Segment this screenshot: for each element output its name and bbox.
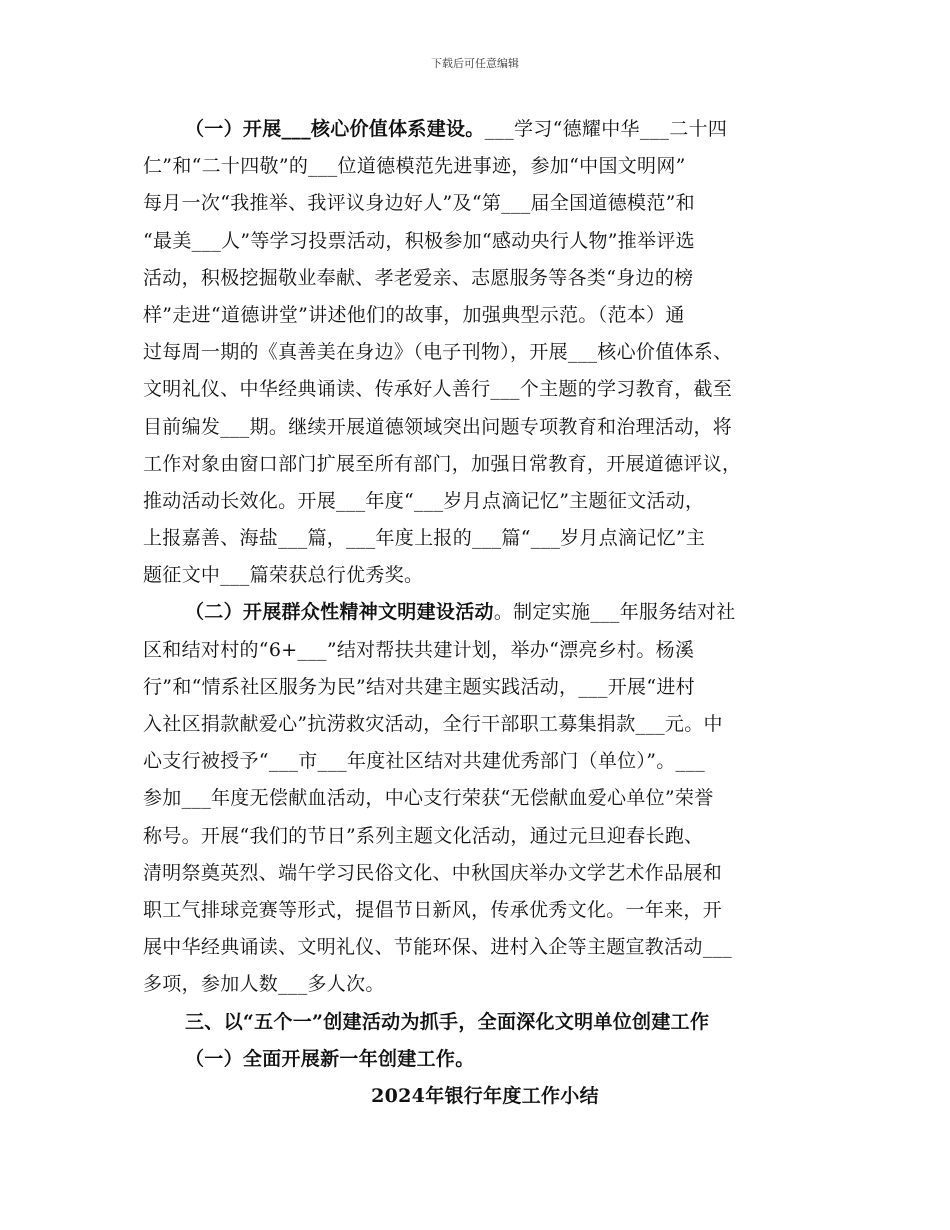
para1-line: 每月一次“我推举、我评议身边好人”及“第___届全国道德模范”和 — [143, 192, 695, 215]
para2-line: 职工气排球竞赛等形式，提倡节日新风，传承优秀文化。一年来，开 — [143, 898, 723, 921]
para2-line: 入社区捐款献爱心”抗涝救灾活动，全行干部职工募集捐款___元。中 — [143, 713, 723, 735]
para1-line: 活动，积极挖掘敬业奉献、孝老爱亲、志愿服务等各类“身边的榜 — [143, 266, 694, 289]
para1-line: 上报嘉善、海盐___篇，___年度上报的___篇“___岁月点滴记忆”主 — [143, 527, 706, 550]
para1-line: 工作对象由窗口部门扩展至所有部门，加强日常教育，开展道德评议， — [143, 452, 742, 475]
para2-line: 展中华经典诵读、文明礼仪、节能环保、进村入企等主题宣教活动___ — [143, 936, 733, 959]
para1-line: 仁”和“二十四敬”的___位道德模范先进事迹，参加“中国文明网” — [143, 155, 686, 178]
para1-line: 样”走进“道德讲堂”讲述他们的故事，加强典型示范。（范本）通 — [143, 303, 685, 326]
para2-line: 行”和“情系社区服务为民”结对共建主题实践活动，___开展“进村 — [143, 675, 695, 698]
para2-line: 区和结对村的“6+___”结对帮扶共建计划，举办“漂亮乡村。杨溪 — [143, 638, 695, 661]
para1-line-1 — [143, 111, 813, 148]
section-3-heading: 三、以“五个一”创建活动为抓手，全面深化文明单位创建工作 — [185, 1010, 710, 1033]
para2-line: 心支行被授予“___市___年度社区结对共建优秀部门（单位）”。___ — [143, 750, 705, 773]
para1-line: “最美___人”等学习投票活动，积极参加“感动央行人物”推举评选 — [143, 229, 695, 252]
section-3-subheading: （一）全面开展新一年创建工作。 — [185, 1047, 475, 1070]
para2-heading: （二）开展群众性精神文明建设活动 — [185, 601, 494, 624]
para2-line: 多项，参加人数___多人次。 — [143, 973, 385, 996]
document-title: 2024年银行年度工作小结 — [371, 1084, 599, 1107]
para2-line: 清明祭奠英烈、端午学习民俗文化、中秋国庆举办文学艺术作品展和 — [143, 861, 723, 884]
para2-line-1 — [143, 594, 813, 631]
para1-line-1-text: ___学习“德耀中华___二十四 — [484, 118, 728, 140]
para1-line: 推动活动长效化。开展___年度“___岁月点滴记忆”主题征文活动， — [143, 489, 705, 512]
para1-line: 文明礼仪、中华经典诵读、传承好人善行___个主题的学习教育，截至 — [143, 378, 733, 401]
page-header: 下载后可任意编辑 — [431, 57, 519, 70]
para2-line-1-text: 。制定实施___年服务结对社 — [493, 601, 736, 624]
document-body — [143, 111, 813, 1115]
para2-line: 参加___年度无偿献血活动，中心支行荣获“无偿献血爱心单位”荣誉 — [143, 787, 714, 810]
para1-line: 题征文中___篇荣获总行优秀奖。 — [143, 564, 424, 587]
para2-line: 称号。开展“我们的节日”系列主题文化活动，通过元旦迎春长跑、 — [143, 824, 704, 847]
para1-line: 过每周一期的《真善美在身边》（电子刊物），开展___核心价值体系、 — [143, 341, 733, 364]
para1-heading: （一）开展___核心价值体系建设。 — [185, 118, 485, 140]
para1-line: 目前编发___期。继续开展道德领域突出问题专项教育和治理活动，将 — [143, 415, 733, 438]
